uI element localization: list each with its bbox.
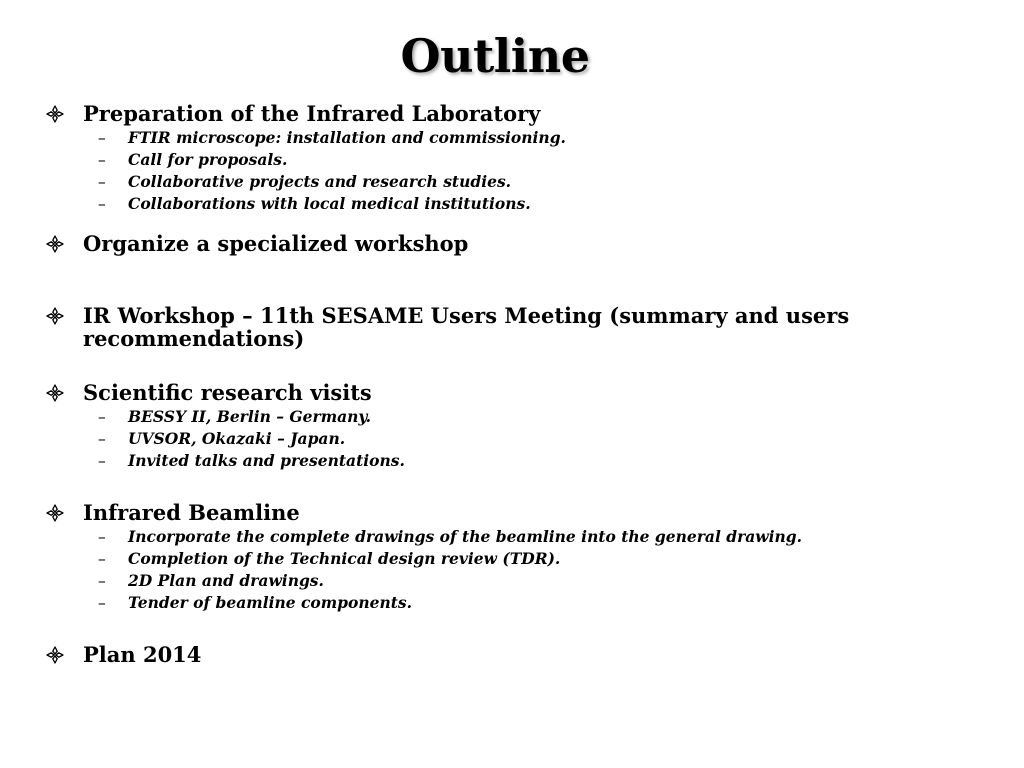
outline-section — [46, 304, 966, 350]
dash-bullet: – — [98, 452, 106, 470]
outline-section — [46, 232, 966, 255]
sub-item-text: Incorporate the complete drawings of the beamline into the general drawing. — [128, 527, 803, 546]
sub-list — [83, 127, 966, 215]
dash-bullet: – — [98, 594, 106, 612]
slide-title: Outline — [400, 29, 590, 83]
sub-item — [83, 149, 966, 171]
section-heading: Plan 2014 — [83, 642, 202, 667]
section-heading: IR Workshop – 11th SESAME Users Meeting (summary and users recommendations) — [83, 303, 850, 351]
sub-item-text: Completion of the Technical design review (TDR). — [128, 549, 561, 568]
dash-bullet: – — [98, 151, 106, 169]
sub-item — [83, 171, 966, 193]
sub-item — [83, 406, 966, 428]
section-heading: Organize a specialized workshop — [83, 231, 469, 256]
sub-item-text: Invited talks and presentations. — [128, 451, 405, 470]
sub-item-text: Tender of beamline components. — [128, 593, 413, 612]
sub-item-text: Collaborations with local medical institutions. — [128, 194, 531, 213]
dash-bullet: – — [98, 173, 106, 191]
sub-item — [83, 570, 966, 592]
dash-bullet: – — [98, 408, 106, 426]
dash-bullet: – — [98, 195, 106, 213]
sub-item-text: UVSOR, Okazaki – Japan. — [128, 429, 346, 448]
sub-item — [83, 428, 966, 450]
sub-item-text: BESSY II, Berlin – Germany. — [128, 407, 372, 426]
diamond-bullet-icon — [46, 384, 64, 402]
dash-bullet: – — [98, 572, 106, 590]
dash-bullet: – — [98, 550, 106, 568]
sub-item-text: Collaborative projects and research studies. — [128, 172, 512, 191]
section-heading: Preparation of the Infrared Laboratory — [83, 101, 541, 126]
outline-section — [46, 643, 966, 666]
sub-list — [83, 406, 966, 472]
sub-item — [83, 592, 966, 614]
sub-item — [83, 548, 966, 570]
sub-list — [83, 526, 966, 614]
diamond-bullet-icon — [46, 307, 64, 325]
outline-section — [46, 501, 966, 614]
dash-bullet: – — [98, 430, 106, 448]
dash-bullet: – — [98, 528, 106, 546]
diamond-bullet-icon — [46, 235, 64, 253]
dash-bullet: – — [98, 129, 106, 147]
sub-item-text: Call for proposals. — [128, 150, 288, 169]
sub-item-text: FTIR microscope: installation and commissioning. — [128, 128, 566, 147]
sub-item — [83, 450, 966, 472]
diamond-bullet-icon — [46, 105, 64, 123]
sub-item-text: 2D Plan and drawings. — [128, 571, 324, 590]
outline-section — [46, 102, 966, 215]
sub-item — [83, 193, 966, 215]
outline-section — [46, 381, 966, 472]
diamond-bullet-icon — [46, 504, 64, 522]
sub-item — [83, 526, 966, 548]
section-heading: Infrared Beamline — [83, 500, 300, 525]
outline-list — [46, 102, 966, 666]
diamond-bullet-icon — [46, 646, 64, 664]
sub-item — [83, 127, 966, 149]
section-heading: Scientific research visits — [83, 380, 372, 405]
